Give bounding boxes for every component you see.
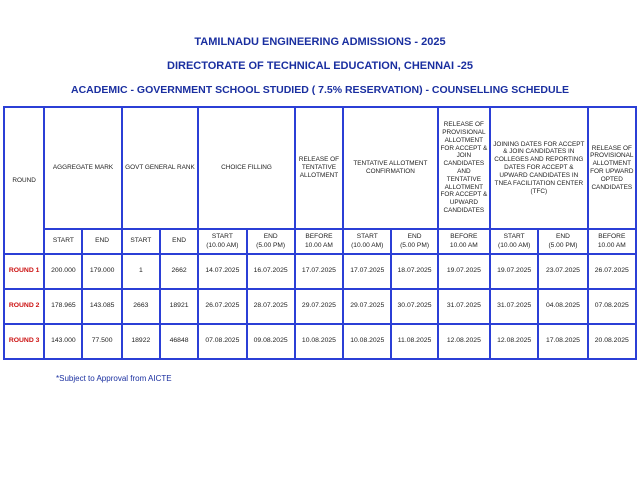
- table-cell: 26.07.2025: [589, 255, 635, 288]
- header-row-groups: [5, 108, 635, 228]
- group-tentative-confirmation: TENTATIVE ALLOTMENT CONFIRMATION: [344, 108, 437, 228]
- subheader-cell: [344, 230, 390, 253]
- table-cell: 179.000: [83, 255, 120, 288]
- subheader-text: 10.00 AM: [305, 241, 333, 249]
- title-line-1: TAMILNADU ENGINEERING ADMISSIONS - 2025: [194, 36, 446, 48]
- table-cell: 28.07.2025: [248, 290, 294, 323]
- round-label: ROUND 3: [5, 325, 43, 358]
- subheader-text: (5.00 PM): [400, 241, 430, 249]
- subheader-cell: [539, 230, 586, 253]
- round-label: ROUND 1: [5, 255, 43, 288]
- table-row: [5, 255, 635, 288]
- table-cell: 12.08.2025: [439, 325, 489, 358]
- table-cell: 11.08.2025: [392, 325, 436, 358]
- group-release-upward: RELEASE OF PROVISIONAL ALLOTMENT FOR UPWARD OPTED CANDIDATES: [589, 108, 635, 228]
- subheader-text: (10.00 AM): [206, 241, 239, 249]
- table-cell: 77.500: [83, 325, 120, 358]
- table-cell: 1: [123, 255, 159, 288]
- subheader-text: START: [356, 233, 378, 241]
- table-cell: 18922: [123, 325, 159, 358]
- table-cell: 31.07.2025: [491, 290, 537, 323]
- subheader-text: BEFORE: [450, 233, 478, 241]
- table-cell: 07.08.2025: [199, 325, 245, 358]
- table-cell: 17.08.2025: [539, 325, 586, 358]
- table-cell: 2663: [123, 290, 159, 323]
- subheader-text: 10.00 AM: [597, 241, 626, 249]
- table-cell: 30.07.2025: [392, 290, 436, 323]
- table-cell: 18921: [161, 290, 197, 323]
- subheader-text: START: [211, 233, 233, 241]
- table-cell: 31.07.2025: [439, 290, 489, 323]
- table-row: [5, 325, 635, 358]
- group-choice-filling: CHOICE FILLING: [199, 108, 294, 228]
- header-row-sub: [5, 230, 635, 253]
- table-cell: 04.08.2025: [539, 290, 586, 323]
- group-aggregate-mark: AGGREGATE MARK: [45, 108, 120, 228]
- table-cell: 10.08.2025: [296, 325, 342, 358]
- subheader-cell: [296, 230, 342, 253]
- table-cell: 2662: [161, 255, 197, 288]
- group-govt-general-rank: GOVT GENERAL RANK: [123, 108, 197, 228]
- table-cell: 143.000: [45, 325, 81, 358]
- subheader-text: BEFORE: [598, 233, 626, 241]
- title-line-2: DIRECTORATE OF TECHNICAL EDUCATION, CHENNAI -25: [167, 60, 473, 72]
- subheader-text: END: [263, 233, 278, 241]
- subheader-cell: [491, 230, 537, 253]
- subheader-text: (5.00 PM): [256, 241, 286, 249]
- subheader-text: END: [95, 237, 110, 245]
- subheader-text: 10.00 AM: [449, 241, 478, 249]
- table-row: [5, 290, 635, 323]
- subheader-cell: [589, 230, 635, 253]
- subheader-text: START: [130, 237, 152, 245]
- table-cell: 26.07.2025: [199, 290, 245, 323]
- group-release-provisional: RELEASE OF PROVISIONAL ALLOTMENT FOR ACCEPT & JOIN CANDIDATES AND TENTATIVE ALLOTMENT FOR ACCEPT & UPWARD CANDIDATES: [439, 108, 489, 228]
- table-cell: 29.07.2025: [296, 290, 342, 323]
- table-body: [5, 255, 635, 358]
- subheader-cell: [45, 230, 81, 253]
- subheader-cell: [248, 230, 294, 253]
- table-cell: 09.08.2025: [248, 325, 294, 358]
- group-joining-dates: JOINING DATES FOR ACCEPT & JOIN CANDIDATES IN COLLEGES AND REPORTING DATES FOR ACCEPT & UPWARD CANDIDATES IN TNEA FACILITATION CENTER (TFC): [491, 108, 587, 228]
- subheader-text: (10.00 AM): [498, 241, 531, 249]
- table-cell: 14.07.2025: [199, 255, 245, 288]
- table-cell: 07.08.2025: [589, 290, 635, 323]
- table-cell: 10.08.2025: [344, 325, 390, 358]
- subheader-cell: [439, 230, 489, 253]
- table-cell: 143.085: [83, 290, 120, 323]
- subheader-cell: [392, 230, 436, 253]
- table-cell: 12.08.2025: [491, 325, 537, 358]
- subheader-cell: [161, 230, 197, 253]
- table-cell: 178.965: [45, 290, 81, 323]
- subheader-cell: [123, 230, 159, 253]
- title-line-3: ACADEMIC - GOVERNMENT SCHOOL STUDIED ( 7.5% RESERVATION) - COUNSELLING SCHEDULE: [70, 84, 569, 96]
- table-cell: 23.07.2025: [539, 255, 586, 288]
- table-cell: 46848: [161, 325, 197, 358]
- counselling-schedule-table: [3, 106, 637, 360]
- footnote: *Subject to Approval from AICTE: [56, 374, 172, 383]
- subheader-cell: [83, 230, 120, 253]
- table-cell: 18.07.2025: [392, 255, 436, 288]
- subheader-cell: [199, 230, 245, 253]
- round-label: ROUND 2: [5, 290, 43, 323]
- subheader-text: (5.00 PM): [548, 241, 578, 249]
- table-cell: 200.000: [45, 255, 81, 288]
- subheader-text: END: [407, 233, 422, 241]
- subheader-text: BEFORE: [305, 233, 333, 241]
- subheader-text: START: [52, 237, 74, 245]
- group-release-tentative: RELEASE OF TENTATIVE ALLOTMENT: [296, 108, 342, 228]
- subheader-text: START: [503, 233, 525, 241]
- round-header: ROUND: [5, 108, 43, 253]
- table-cell: 20.08.2025: [589, 325, 635, 358]
- subheader-text: END: [172, 237, 187, 245]
- table-cell: 29.07.2025: [344, 290, 390, 323]
- table-cell: 16.07.2025: [248, 255, 294, 288]
- table-cell: 17.07.2025: [344, 255, 390, 288]
- subheader-text: END: [556, 233, 570, 241]
- title-block: [0, 32, 640, 104]
- table-cell: 17.07.2025: [296, 255, 342, 288]
- table-cell: 19.07.2025: [491, 255, 537, 288]
- subheader-text: (10.00 AM): [351, 241, 384, 249]
- table-cell: 19.07.2025: [439, 255, 489, 288]
